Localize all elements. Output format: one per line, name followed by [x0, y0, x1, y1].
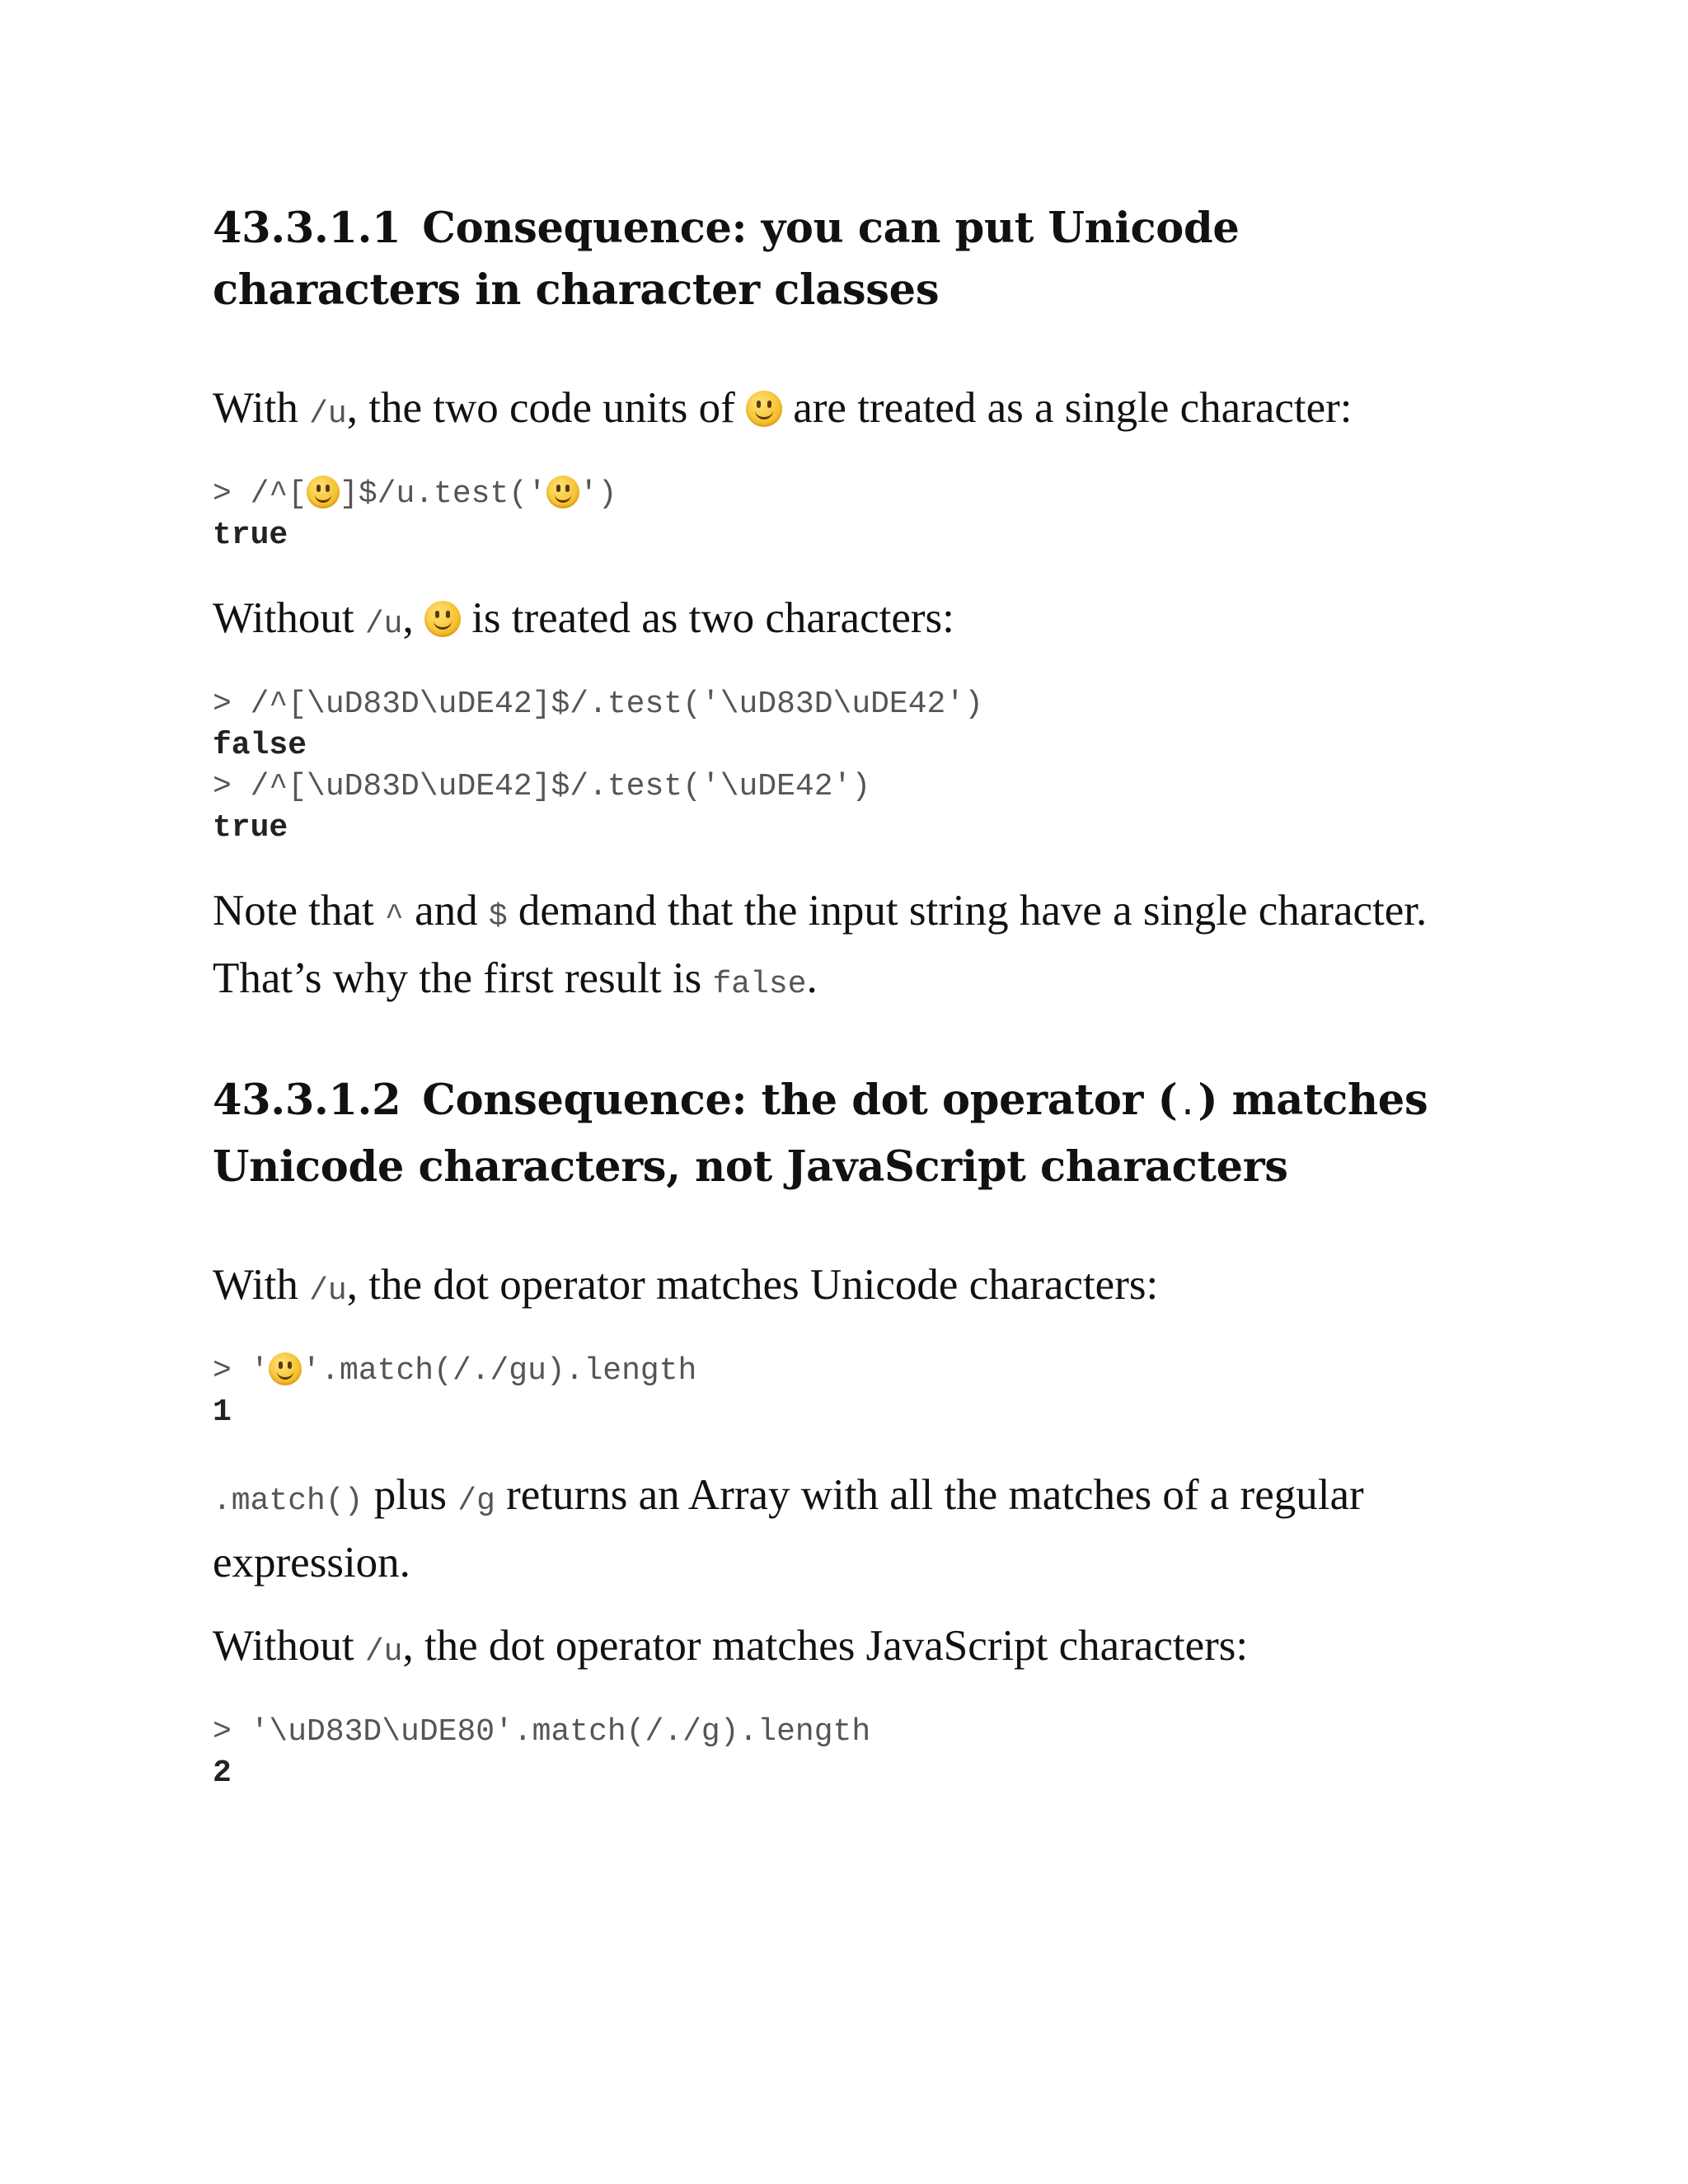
code-result: true — [213, 518, 288, 553]
code-block-2 — [213, 684, 1498, 849]
code-input-line: > /^[ ]$/u.test(' ') — [213, 476, 617, 512]
smiley-emoji-icon — [746, 391, 782, 427]
inline-code: $ — [488, 899, 508, 935]
paragraph-dot-with-u: With /u, the dot operator matches Unicode characters: — [213, 1261, 1159, 1309]
section-number: 43.3.1.2 — [213, 1076, 401, 1125]
paragraph-with-u: With /u, the two code units of are treated as a single character: — [213, 384, 1353, 432]
section-number: 43.3.1.1 — [213, 204, 401, 253]
inline-code: /u — [364, 1634, 403, 1670]
inline-code: false — [712, 967, 807, 1002]
inline-code: ^ — [385, 899, 404, 935]
inline-code: /u — [309, 396, 347, 432]
section-title: Consequence: you can put Unicode characters in character classes — [213, 204, 1240, 315]
code-input-line: > ' '.match(/./gu).length — [213, 1353, 697, 1389]
inline-code: .match() — [213, 1483, 363, 1519]
paragraph-match-note: .match() plus /g returns an Array with all the matches of a regular expression. — [213, 1471, 1364, 1586]
inline-code: /u — [364, 607, 403, 642]
paragraph-note: Note that ^ and $ demand that the input string have a single character. That’s why the first result is false. — [213, 887, 1428, 1002]
smiley-emoji-icon — [424, 601, 461, 637]
section-heading-43-3-1-2: 43.3.1.2 Consequence: the dot operator (.) matches Unicode characters, not JavaScript characters — [213, 1076, 1428, 1192]
paragraph-dot-without-u: Without /u, the dot operator matches JavaScript characters: — [213, 1622, 1249, 1670]
code-block-4 — [213, 1712, 1498, 1794]
section-heading-43-3-1-1 — [213, 198, 1498, 321]
inline-code: /u — [309, 1273, 347, 1309]
code-result: false — [213, 728, 307, 763]
code-block-1 — [213, 474, 1498, 556]
code-input-line: > /^[\uD83D\uDE42]$/.test('\uDE42') — [213, 769, 871, 804]
code-block-3 — [213, 1351, 1498, 1433]
inline-code: /g — [457, 1483, 495, 1519]
smiley-emoji-icon — [546, 476, 579, 509]
code-result: true — [213, 810, 288, 846]
paragraph-without-u: Without /u, is treated as two characters: — [213, 594, 954, 642]
smiley-emoji-icon — [269, 1352, 302, 1385]
page-content — [213, 198, 1498, 1794]
code-input-line: > '\uD83D\uDE80'.match(/./g).length — [213, 1714, 871, 1750]
smiley-emoji-icon — [307, 476, 340, 509]
inline-code: . — [1177, 1085, 1198, 1125]
code-result: 1 — [213, 1394, 232, 1430]
code-result: 2 — [213, 1755, 232, 1791]
code-input-line: > /^[\uD83D\uDE42]$/.test('\uD83D\uDE42') — [213, 687, 983, 722]
